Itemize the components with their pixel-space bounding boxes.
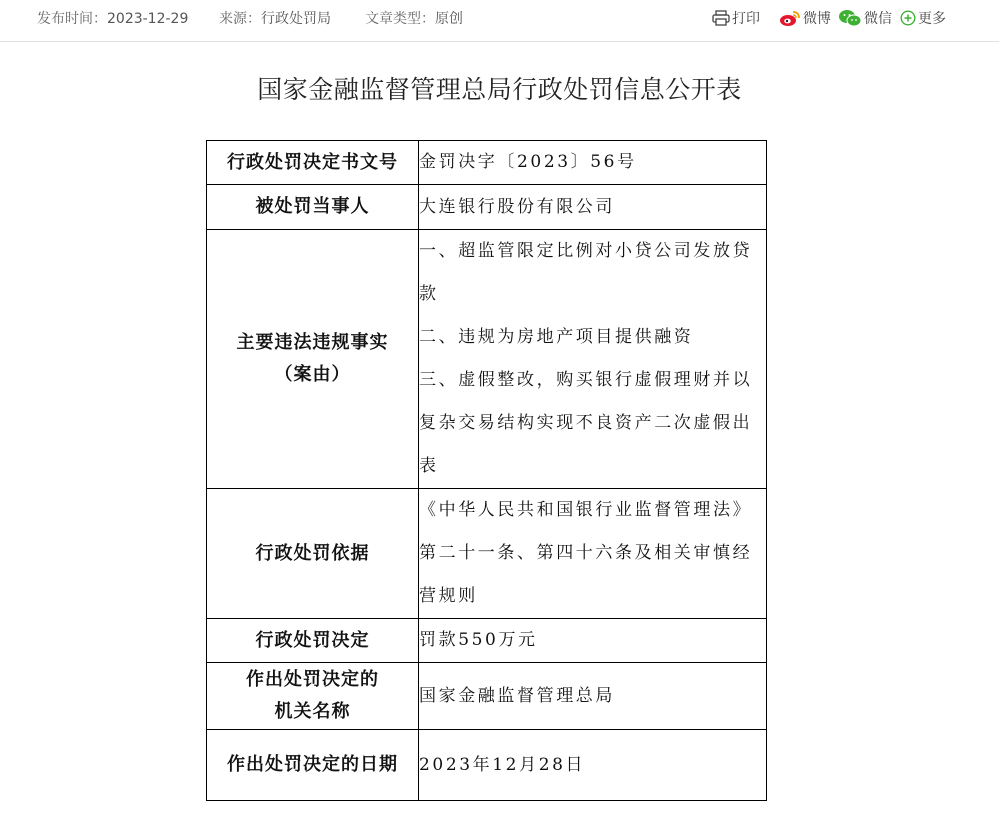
source-label: 来源： (219, 11, 261, 27)
row-label: 作出处罚决定的日期 (207, 730, 419, 801)
wechat-label: 微信 (864, 11, 892, 27)
top-meta-bar (0, 0, 999, 42)
weibo-icon (779, 10, 801, 27)
row-label: 行政处罚决定 (207, 619, 419, 663)
print-button[interactable] (712, 8, 760, 28)
row-label (207, 230, 419, 489)
row-label: 被处罚当事人 (207, 185, 419, 230)
penalty-info-table (206, 140, 767, 801)
article-type (365, 8, 463, 28)
print-label: 打印 (732, 11, 760, 27)
wechat-share-button[interactable] (838, 8, 892, 28)
fact-paragraph: 三、虚假整改，购买银行虚假理财并以复杂交易结构实现不良资产二次虚假出表 (419, 370, 753, 476)
publish-date (37, 8, 188, 28)
wechat-icon (838, 9, 862, 27)
more-label: 更多 (918, 11, 946, 27)
more-share-button[interactable] (900, 8, 946, 28)
table-row (207, 619, 767, 663)
row-value: 大连银行股份有限公司 (419, 185, 767, 230)
table-row (207, 730, 767, 801)
table-row (207, 185, 767, 230)
row-label-line: 主要违法违规事实 (236, 332, 389, 353)
row-label-line: 作出处罚决定的 (246, 669, 379, 690)
row-value: 国家金融监督管理总局 (419, 663, 767, 730)
row-value: 2023年12月28日 (419, 730, 767, 801)
fact-paragraph: 二、违规为房地产项目提供融资 (419, 327, 694, 347)
table-row (207, 663, 767, 730)
publish-date-value: 2023-12-29 (107, 11, 189, 27)
printer-icon (712, 10, 730, 26)
weibo-label: 微博 (803, 11, 831, 27)
table-row (207, 489, 767, 619)
row-value: 金罚决字〔2023〕56号 (419, 141, 767, 185)
row-label-line: 机关名称 (274, 701, 351, 722)
table-row (207, 141, 767, 185)
table-row (207, 230, 767, 489)
row-label (207, 663, 419, 730)
row-value (419, 230, 767, 489)
fact-paragraph: 一、超监管限定比例对小贷公司发放贷款 (419, 241, 753, 304)
page-title: 国家金融监督管理总局行政处罚信息公开表 (257, 75, 742, 104)
article-type-label: 文章类型： (365, 11, 435, 27)
article-type-value: 原创 (435, 11, 463, 27)
source (219, 8, 331, 28)
row-label: 行政处罚决定书文号 (207, 141, 419, 185)
row-value: 罚款550万元 (419, 619, 767, 663)
row-value: 《中华人民共和国银行业监督管理法》第二十一条、第四十六条及相关审慎经营规则 (419, 489, 767, 619)
row-label-line: （案由） (274, 364, 351, 385)
weibo-share-button[interactable] (779, 8, 831, 28)
row-label: 行政处罚依据 (207, 489, 419, 619)
publish-date-label: 发布时间： (37, 11, 107, 27)
source-value: 行政处罚局 (261, 11, 331, 27)
plus-circle-icon (900, 10, 916, 26)
